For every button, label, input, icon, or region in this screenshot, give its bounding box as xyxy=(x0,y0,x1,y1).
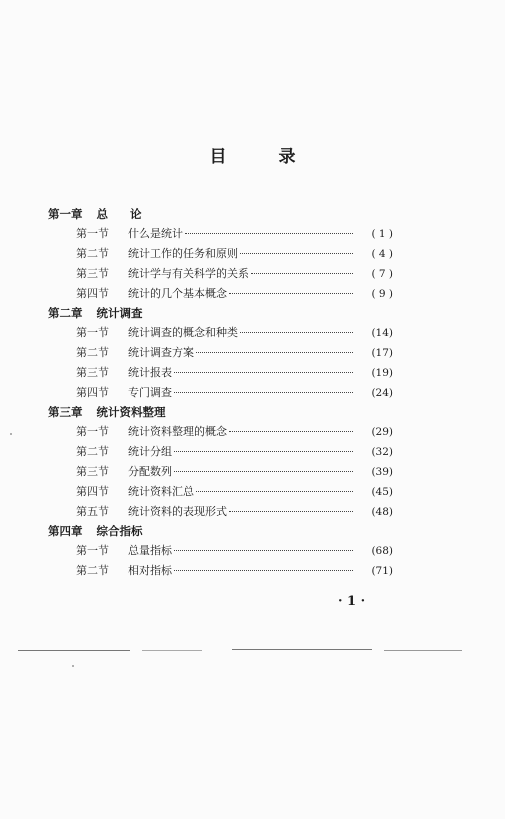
dot-leader xyxy=(174,451,353,452)
page-reference: (71) xyxy=(371,565,393,577)
dot-leader xyxy=(174,570,353,571)
page-reference: ( 7 ) xyxy=(371,268,393,280)
page-reference: (45) xyxy=(371,486,393,498)
scan-speck xyxy=(72,665,74,667)
section-number: 第二节 xyxy=(76,445,109,458)
section-number: 第一节 xyxy=(76,425,109,438)
section-number: 第五节 xyxy=(76,505,109,518)
toc-entry xyxy=(48,462,393,482)
page-reference: ( 1 ) xyxy=(371,228,393,240)
section-title: 统计资料的表现形式 xyxy=(128,505,227,518)
scan-rule xyxy=(142,650,202,651)
dot-leader xyxy=(229,511,353,512)
section-number: 第四节 xyxy=(76,485,109,498)
scan-speck xyxy=(10,433,12,435)
chapter-title: 统计资料整理 xyxy=(96,405,166,419)
chapter-title: 总论 xyxy=(96,207,164,221)
toc-entry xyxy=(48,264,393,284)
page-reference: (17) xyxy=(371,347,393,359)
section-title: 统计资料整理的概念 xyxy=(128,425,227,438)
title-right: 录 xyxy=(278,147,296,167)
table-of-contents xyxy=(48,205,393,581)
toc-entry xyxy=(48,323,393,343)
page-reference: (19) xyxy=(371,367,393,379)
section-number: 第二节 xyxy=(76,346,109,359)
toc-entry xyxy=(48,422,393,442)
title-left: 目 xyxy=(209,147,227,167)
toc-entry xyxy=(48,442,393,462)
page-reference: (39) xyxy=(371,466,393,478)
page-reference: (29) xyxy=(371,426,393,438)
dot-leader xyxy=(174,392,353,393)
section-title: 分配数列 xyxy=(128,465,172,478)
page-reference: (48) xyxy=(371,506,393,518)
chapter-heading xyxy=(48,403,393,422)
page-reference: (14) xyxy=(371,327,393,339)
dot-leader xyxy=(251,273,353,274)
toc-entry xyxy=(48,482,393,502)
dot-leader xyxy=(240,332,353,333)
page-reference: ( 4 ) xyxy=(371,248,393,260)
section-title: 统计学与有关科学的关系 xyxy=(128,267,249,280)
section-number: 第三节 xyxy=(76,366,109,379)
scan-rule xyxy=(232,649,372,650)
section-number: 第四节 xyxy=(76,287,109,300)
chapter-number: 第一章 xyxy=(48,207,83,221)
section-title: 统计报表 xyxy=(128,366,172,379)
chapter-heading xyxy=(48,304,393,323)
section-number: 第三节 xyxy=(76,267,109,280)
dot-leader xyxy=(174,471,353,472)
page-reference: ( 9 ) xyxy=(371,288,393,300)
toc-entry xyxy=(48,284,393,304)
section-number: 第一节 xyxy=(76,326,109,339)
scan-rule xyxy=(384,650,462,651)
section-number: 第四节 xyxy=(76,386,109,399)
dot-leader xyxy=(229,293,353,294)
scan-rule xyxy=(18,650,130,651)
dot-leader xyxy=(174,550,353,551)
toc-entry xyxy=(48,244,393,264)
section-number: 第一节 xyxy=(76,544,109,557)
page-reference: (24) xyxy=(371,387,393,399)
dot-leader xyxy=(185,233,353,234)
section-number: 第二节 xyxy=(76,564,109,577)
section-title: 统计调查方案 xyxy=(128,346,194,359)
chapter-title: 综合指标 xyxy=(96,524,143,538)
chapter-number: 第四章 xyxy=(48,524,83,538)
section-number: 第三节 xyxy=(76,465,109,478)
dot-leader xyxy=(229,431,353,432)
section-title: 专门调查 xyxy=(128,386,172,399)
section-title: 统计分组 xyxy=(128,445,172,458)
chapter-heading xyxy=(48,522,393,541)
toc-entry xyxy=(48,224,393,244)
dot-leader xyxy=(196,491,353,492)
toc-entry xyxy=(48,343,393,363)
section-title: 统计工作的任务和原则 xyxy=(128,247,238,260)
page-title xyxy=(0,142,505,167)
toc-entry xyxy=(48,363,393,383)
toc-entry xyxy=(48,561,393,581)
section-title: 统计调查的概念和种类 xyxy=(128,326,238,339)
page-reference: (32) xyxy=(371,446,393,458)
section-title: 什么是统计 xyxy=(128,227,183,240)
page-reference: (68) xyxy=(371,545,393,557)
dot-leader xyxy=(174,372,353,373)
section-title: 统计的几个基本概念 xyxy=(128,287,227,300)
chapter-heading xyxy=(48,205,393,224)
section-title: 统计资料汇总 xyxy=(128,485,194,498)
section-title: 总量指标 xyxy=(128,544,172,557)
section-number: 第二节 xyxy=(76,247,109,260)
dot-leader xyxy=(240,253,353,254)
dot-leader xyxy=(196,352,353,353)
section-title: 相对指标 xyxy=(128,564,172,577)
chapter-title: 统计调查 xyxy=(96,306,143,320)
chapter-number: 第二章 xyxy=(48,306,83,320)
page-number: · 1 · xyxy=(338,594,366,609)
section-number: 第一节 xyxy=(76,227,109,240)
toc-entry xyxy=(48,383,393,403)
chapter-number: 第三章 xyxy=(48,405,83,419)
toc-entry xyxy=(48,502,393,522)
toc-entry xyxy=(48,541,393,561)
